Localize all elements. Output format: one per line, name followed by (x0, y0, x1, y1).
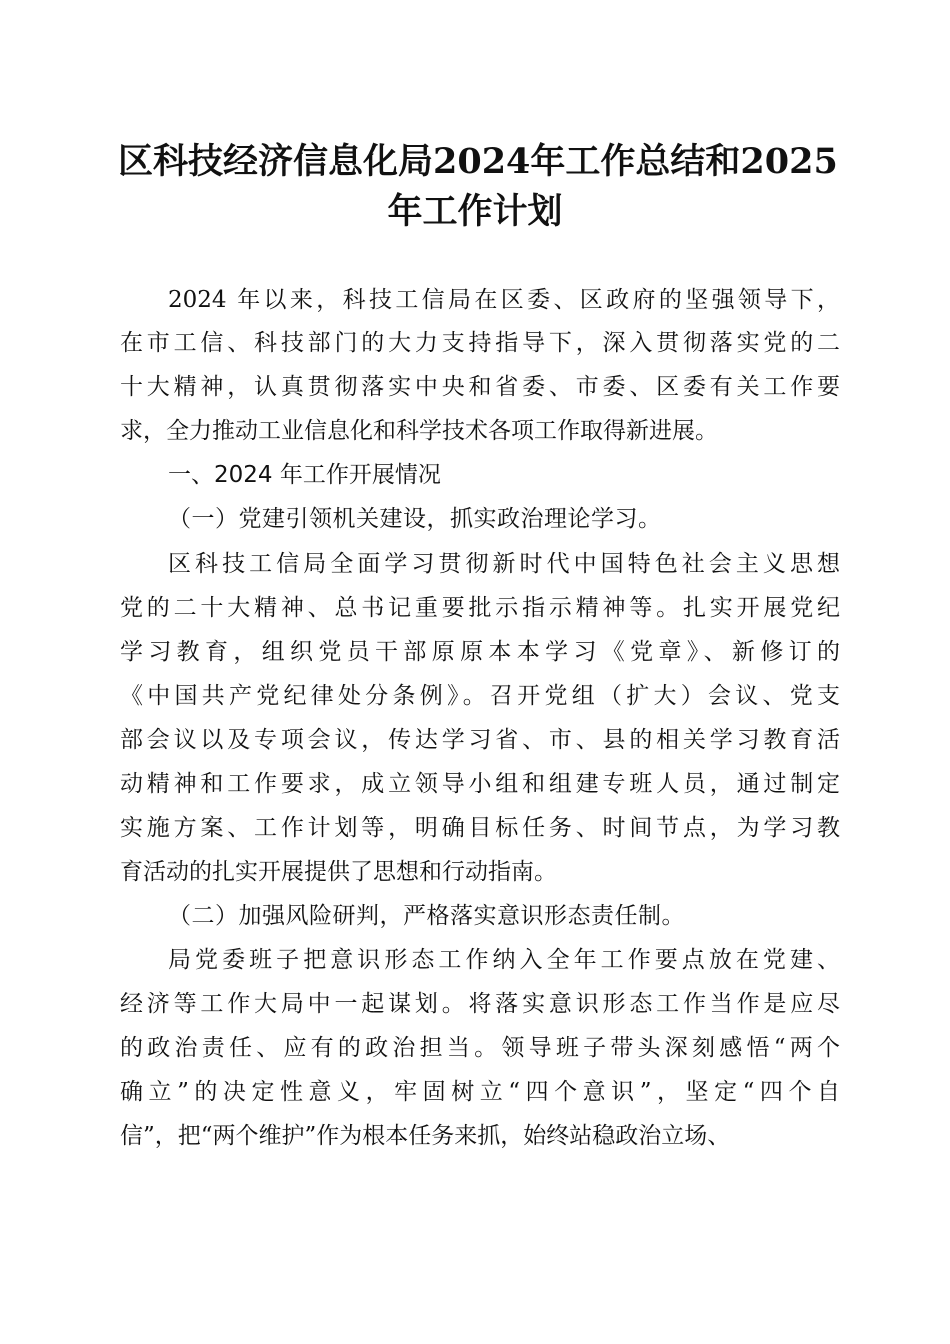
intro-line-2: 在市工信、科技部门的大力支持指导下，深入贯彻落实党的二 (120, 330, 840, 356)
sub-2-line-1: 局党委班子把意识形态工作纳入全年工作要点放在党建、 (168, 947, 840, 973)
sub-1-line-3: 学习教育，组织党员干部原原本本学习《党章》、新修订的 (120, 639, 840, 665)
sub-1-heading: （一）党建引领机关建设，抓实政治理论学习。 (168, 506, 662, 532)
sub-2-heading: （二）加强风险研判，严格落实意识形态责任制。 (168, 903, 685, 929)
sub-1-line-4: 《中国共产党纪律处分条例》。召开党组（扩大）会议、党支 (120, 683, 840, 709)
intro-line-4: 求，全力推动工业信息化和科学技术各项工作取得新进展。 (120, 418, 718, 444)
intro-line-3: 十大精神，认真贯彻落实中央和省委、市委、区委有关工作要 (120, 374, 840, 400)
sub-2-line-2: 经济等工作大局中一起谋划。将落实意识形态工作当作是应尽 (120, 991, 840, 1017)
title-line-1: 区科技经济信息化局2024年工作总结和2025 (118, 141, 838, 182)
sub-2-line-3: 的政治责任、应有的政治担当。领导班子带头深刻感悟“两个 (120, 1035, 840, 1061)
sub-1-line-6: 动精神和工作要求，成立领导小组和组建专班人员，通过制定 (120, 771, 840, 797)
title-line-2: 年工作计划 (387, 191, 563, 232)
section-1-heading: 一、2024 年工作开展情况 (168, 462, 441, 488)
intro-line-1: 2024 年以来，科技工信局在区委、区政府的坚强领导下， (168, 287, 840, 313)
sub-2-line-4: 确立”的决定性意义，牢固树立“四个意识”，坚定“四个自 (120, 1079, 840, 1105)
sub-1-line-7: 实施方案、工作计划等，明确目标任务、时间节点，为学习教 (120, 815, 840, 841)
sub-1-line-8: 育活动的扎实开展提供了思想和行动指南。 (120, 859, 557, 885)
sub-2-line-5: 信”，把“两个维护”作为根本任务来抓，始终站稳政治立场、 (120, 1123, 731, 1149)
document-title (118, 137, 838, 237)
sub-1-line-1: 区科技工信局全面学习贯彻新时代中国特色社会主义思想 (168, 551, 840, 577)
sub-1-line-5: 部会议以及专项会议，传达学习省、市、县的相关学习教育活 (120, 727, 840, 753)
sub-1-line-2: 党的二十大精神、总书记重要批示指示精神等。扎实开展党纪 (120, 595, 840, 621)
